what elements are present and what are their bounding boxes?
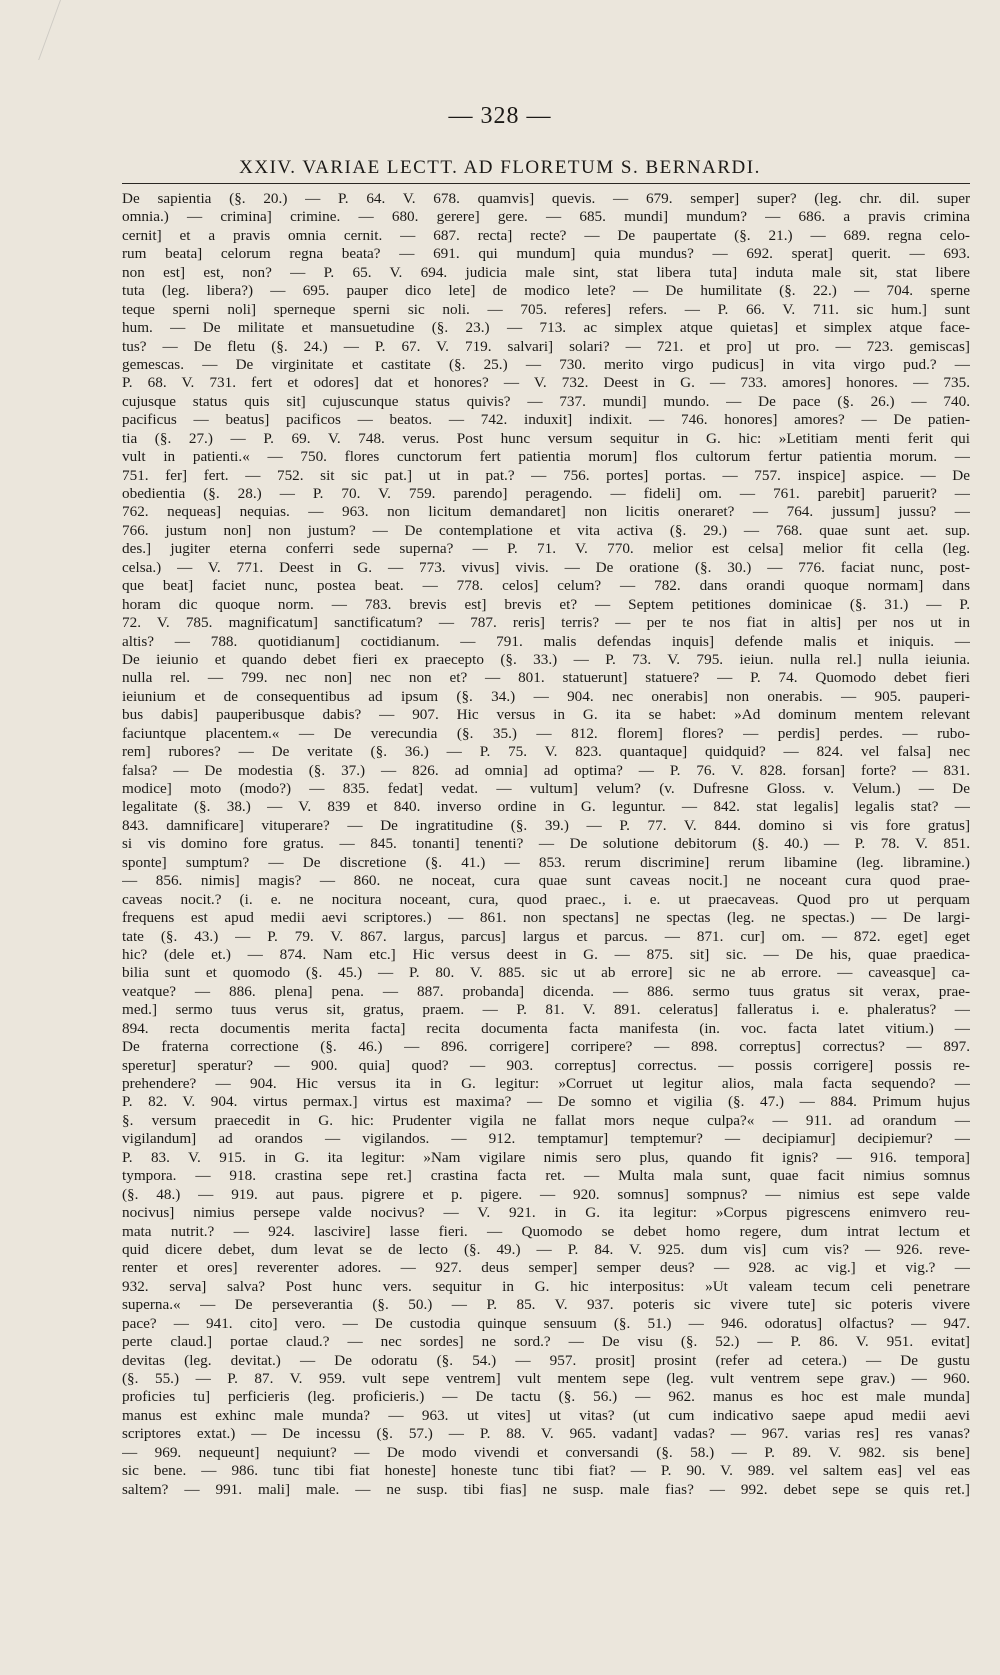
text-line: mata nutrit.? — 924. lascivire] lasse fieri. — Quomodo se debet homo regere, dum intrat lectum et [122,1222,970,1240]
body-text [122,190,970,1650]
text-line: nulla rel. — 799. nec non] nec non et? — 801. statuerunt] statuere? — P. 74. Quomodo debet fieri [122,669,970,687]
text-line: bus dabis] pauperibusque dabis? — 907. Hic versus in G. ita se habet: »Ad dominum mentem relevant [122,706,970,724]
text-line: hic? (dele et.) — 874. Nam etc.] Hic versus deest in G. — 875. sit] sic. — De his, quae praedica- [122,945,970,963]
text-line: omnia.) — crimina] crimine. — 680. gerere] gere. — 685. mundi] mundum? — 686. a pravis crimina [122,208,970,226]
text-line: §. versum praecedit in G. hic: Prudenter vigila ne fallat mors neque culpa?« — 911. ad orandum — [122,1111,970,1129]
text-line: saltem? — 991. mali] male. — ne susp. tibi fias] ne susp. male fias? — 992. debet sepe se quis ret.] [122,1480,970,1498]
text-line: speretur] speratur? — 900. quia] quod? — 903. correptus] correctus. — possis corrigere] possis re- [122,1056,970,1074]
text-line: horam dic quoque norm. — 783. brevis est] brevis et? — Septem petitiones dominicae (§. 31.) — P. [122,595,970,613]
text-line: veatque? — 886. plena] pena. — 887. probanda] dicenda. — 886. sermo tuus gratus sit verax, prae- [122,982,970,1000]
text-line: De fraterna correctione (§. 46.) — 896. corrigere] corripere? — 898. correptus] correctus? — 897. [122,1038,970,1056]
text-line: legalitate (§. 38.) — V. 839 et 840. inverso ordine in G. leguntur. — 842. stat legalis] legalis stat? — [122,798,970,816]
text-line: P. 82. V. 904. virtus permax.] virtus est maxima? — De somno et vigilia (§. 47.) — 884. Primum hujus [122,1093,970,1111]
text-line: pacificus — beatus] pacificos — beatos. — 742. induxit] indixit. — 746. honores] amores? — De patien- [122,411,970,429]
text-line: gemescas. — De virginitate et castitate (§. 25.) — 730. merito virgo pudicus] in vita virgo pud.? — [122,355,970,373]
text-line: De ieiunio et quando debet fieri ex praecepto (§. 33.) — P. 73. V. 795. ieiun. nulla rel.] nulla ieiunia. [122,650,970,668]
text-line: perte claud.] portae claud.? — nec sordes] ne sord.? — De visu (§. 52.) — P. 86. V. 951. evitat] [122,1333,970,1351]
text-line: caveas nocit.? (i. e. ne nocitura noceant, cura, quod praec., i. e. ut praecaveas. Quod pro ut perquam [122,890,970,908]
text-line: — 969. nequeunt] nequiunt? — De modo vivendi et conversandi (§. 58.) — P. 89. V. 982. sis bene] [122,1443,970,1461]
text-line: ieiunium et de consequentibus ad ipsum (§. 34.) — 904. nec onerabis] non onerabis. — 905. pauperi- [122,687,970,705]
text-line: sponte] sumptum? — De discretione (§. 41.) — 853. rerum discrimine] rerum libamine (leg. libramine.) [122,853,970,871]
text-line: cujusque status quis sit] cujuscunque status quivis? — 737. mundi] mundo. — De pace (§. 26.) — 740. [122,392,970,410]
text-line: non est] est, non? — P. 65. V. 694. judicia male sint, stat libera tuta] induta male sit, stat libere [122,263,970,281]
text-line: 894. recta documentis merita facta] recita documenta facta manifesta (in. voc. facta latet vitium.) — [122,1019,970,1037]
text-line: tuta (leg. libera?) — 695. pauper dico lete] de modico lete? — De humilitate (§. 22.) — 704. sperne [122,282,970,300]
heading-rule [122,183,970,184]
text-line: 932. serva] salva? Post hunc vers. sequitur in G. hic interpositus: »Ut valeam tecum celi penetrare [122,1277,970,1295]
text-line: renter et ores] reverenter adores. — 927. deus semper] semper deus? — 928. ac vig.] et vig.? — [122,1259,970,1277]
text-line: rem] rubores? — De veritate (§. 36.) — P. 75. V. 823. quantaque] quidquid? — 824. vel falsa] nec [122,743,970,761]
text-line: 72. V. 785. magnificatum] sanctificatum? — 787. reris] terris? — per te nos fiat in altis] per nos ut in [122,614,970,632]
text-line: P. 68. V. 731. fert et odores] dat et honores? — V. 732. Deest in G. — 733. amores] honores. — 735. [122,374,970,392]
text-line: devitas (leg. devitat.) — De odoratu (§. 54.) — 957. prosit] prosint (refer ad cetera.) — De gustu [122,1351,970,1369]
text-line: 843. damnificare] vituperare? — De ingratitudine (§. 39.) — P. 77. V. 844. domino si vis fore gratus] [122,816,970,834]
text-line: tus? — De fletu (§. 24.) — P. 67. V. 719. salvari] solari? — 721. et pro] ut pro. — 723. gemiscas] [122,337,970,355]
text-line: rum beata] celorum regna beata? — 691. qui mundum] quia mundus? — 692. sperat] querit. — 693. [122,245,970,263]
text-line: De sapientia (§. 20.) — P. 64. V. 678. quamvis] quevis. — 679. semper] super? (leg. chr. dil. super [122,190,970,207]
text-line: pace? — 941. cito] vero. — De custodia quinque sensuum (§. 51.) — 946. odoratus] olfactus? — 947. [122,1314,970,1332]
text-line: obedientia (§. 28.) — P. 70. V. 759. parendo] peragendo. — fideli] om. — 761. parebit] paruerit? — [122,485,970,502]
page-number: — 328 — [448,103,552,129]
text-line: celsa.) — V. 771. Deest in G. — 773. vivus] vivis. — De oratione (§. 30.) — 776. faciat nunc, post- [122,558,970,576]
text-line: 766. justum non] non justum? — De contemplatione et vita activa (§. 29.) — 768. quae sunt aet. sup. [122,521,970,539]
text-line: nocivus] nimius persepe valde nocivus? — V. 921. in G. ita legitur: »Corpus pigrescens enimvero reu- [122,1204,970,1222]
text-line: (§. 48.) — 919. aut paus. pigrere et p. pigere. — 920. somnus] sompnus? — nimius est sepe valde [122,1185,970,1203]
text-line: P. 83. V. 915. in G. ita legitur: »Nam vigilare nimis sero plus, quando fit ignis? — 916. tempora] [122,1148,970,1166]
text-line: falsa? — De modestia (§. 37.) — 826. ad omnia] ad optima? — P. 76. V. 828. forsan] forte? — 831. [122,761,970,779]
margin-stroke [0,0,61,60]
text-line: — 856. nimis] magis? — 860. ne noceat, cura quae sunt caveas nocit.] ne noceant cura quod prae- [122,872,970,890]
text-line: si vis domino fore gratus. — 845. tonanti] tenenti? — De solutione debitorum (§. 40.) — P. 78. V. 851. [122,835,970,853]
text-line: bilia sunt et quomodo (§. 45.) — P. 80. V. 885. sic ut ab errore] sic ne ab errore. — caveasque] ca- [122,964,970,982]
text-line: teque sperni noli] sperneque sperni sic noli. — 705. referes] refers. — P. 66. V. 711. sic hum.] sunt [122,300,970,318]
text-line: scriptores extat.) — De incessu (§. 57.) — P. 88. V. 965. vadant] vadas? — 967. varias res] res vanas? [122,1425,970,1443]
text-line: 762. nequeas] nequias. — 963. non licitum demandaret] non licitis oneraret? — 764. jussum] jussu? — [122,503,970,521]
text-line: quid dicere debet, dum levat se de lecto (§. 49.) — P. 84. V. 925. dum vis] cum vis? — 926. reve- [122,1240,970,1258]
text-line: superna.« — De perseverantia (§. 50.) — P. 85. V. 937. poteris sic vivere tute] sic poteris vivere [122,1296,970,1314]
text-line: que beat] faciet nunc, postea beat. — 778. celos] celum? — 782. dans orandi quoque normam] dans [122,577,970,595]
text-line: tympora. — 918. crastina sepe ret.] crastina facta ret. — Multa mala sunt, quae facit nimius somnus [122,1167,970,1185]
text-line: prehendere? — 904. Hic versus ita in G. legitur: »Corruet ut legitur alios, mala facta sequendo? — [122,1075,970,1092]
text-line: tate (§. 43.) — P. 79. V. 867. largus, parcus] largus et parcus. — 871. cur] om. — 872. eget] eget [122,927,970,945]
text-line: frequens est apud medii aevi scriptores.) — 861. non spectans] ne spectas (leg. ne spectas.) — De largi- [122,909,970,927]
text-line: modice] moto (modo?) — 835. fedat] vedat. — vultum] velum? (v. Dufresne Gloss. v. Velum.) — De [122,780,970,797]
text-line: des.] jugiter eterna conferri sede superna? — P. 71. V. 770. melior est celsa] melior fit cella (leg. [122,540,970,558]
text-line: proficies tu] perficieris (leg. proficieris.) — De tactu (§. 56.) — 962. manus es hoc est male munda] [122,1388,970,1406]
text-line: vigilandum] ad orandos — vigilandos. — 912. temptamur] temptemur? — decipiamur] decipiemur? — [122,1130,970,1148]
text-line: manus est exhinc male munda? — 963. ut vites] ut vitas? (ut cum indicativo saepe apud medii aevi [122,1406,970,1424]
text-line: cernit] et a pravis omnia cernit. — 687. recta] recte? — De paupertate (§. 21.) — 689. regna celo- [122,226,970,244]
text-line: vult in patienti.« — 750. flores cunctorum fert patientia morum] flos cultorum fertur patientia morum. — [122,448,970,466]
text-line: tia (§. 27.) — P. 69. V. 748. verus. Post hunc versum sequitur in G. hic: »Letitiam menti ferit qui [122,429,970,447]
text-line: (§. 55.) — P. 87. V. 959. vult sepe ventrem] vult mentem sepe (leg. vult ventrem sepe grav.) — 960. [122,1370,970,1387]
text-line: 751. fer] fert. — 752. sit sic pat.] ut in pat.? — 756. portes] portas. — 757. inspice] aspice. — De [122,466,970,484]
text-line: faciuntque placentem.« — De verecundia (§. 35.) — 812. florem] flores? — perdis] perdes. — rubo- [122,724,970,742]
text-line: med.] sermo tuus verus sit, gratus, praem. — P. 81. V. 891. celeratus] falleratus i. e. phaleratus? — [122,1001,970,1019]
text-line: sic bene. — 986. tunc tibi fiat honeste] honeste tunc tibi fiat? — P. 90. V. 989. vel saltem eas] vel eas [122,1462,970,1480]
text-line: hum. — De militate et mansuetudine (§. 23.) — 713. ac simplex atque quietas] et simplex atque face- [122,319,970,337]
text-line: altis? — 788. quotidianum] coctidianum. — 791. malis defendas inquis] defende malis et iniquis. — [122,632,970,650]
section-heading: XXIV. VARIAE LECTT. AD FLORETUM S. BERNARDI. [239,157,761,178]
